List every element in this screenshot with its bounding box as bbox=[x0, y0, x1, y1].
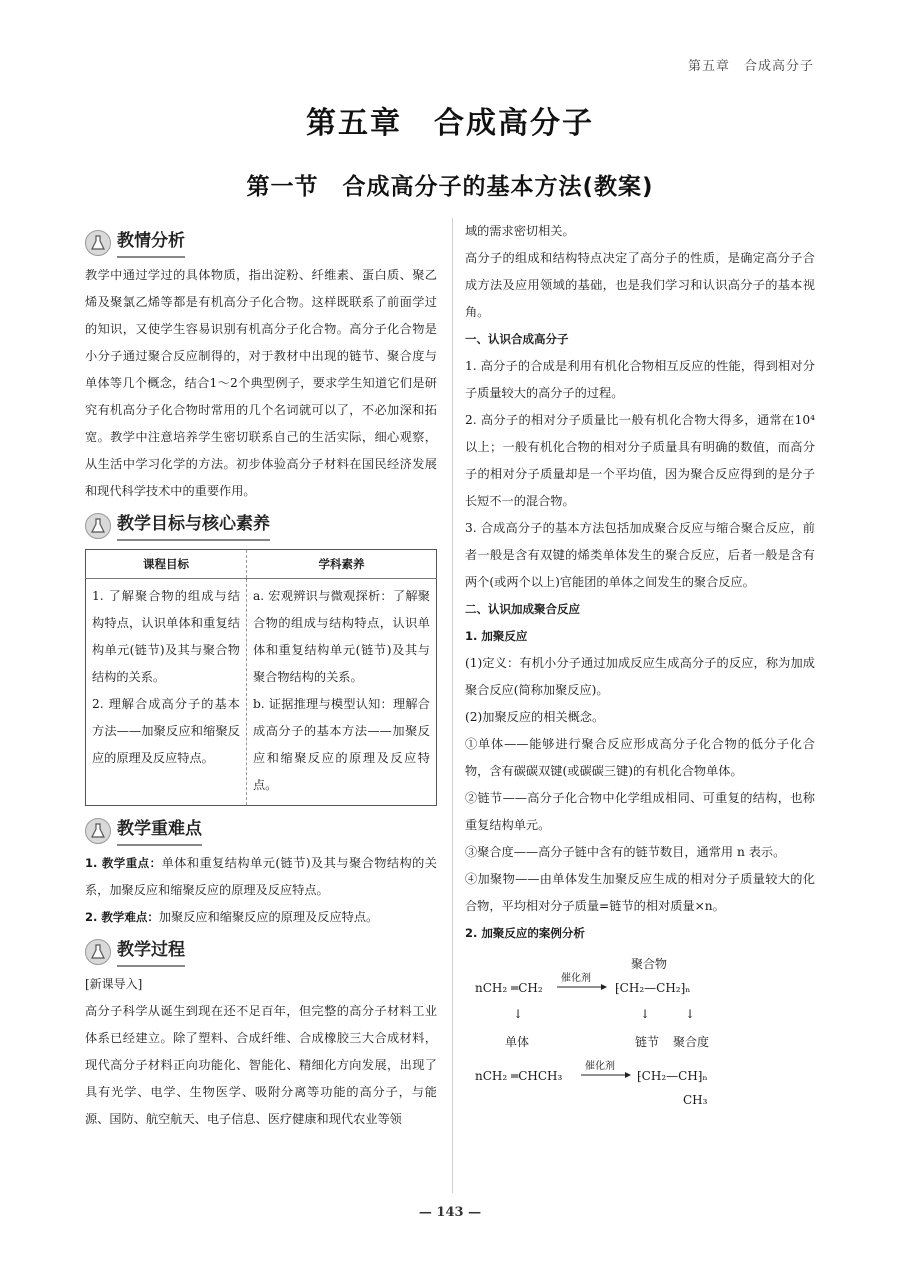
concept-item: ④加聚物——由单体发生加聚反应生成的相对分子质量较大的化合物，平均相对分子质量=链节的相对质量×n。 bbox=[465, 872, 815, 913]
key-point bbox=[85, 850, 437, 904]
section-header-key bbox=[85, 814, 437, 848]
concept-item: ②链节——高分子化合物中化学组成相同、可重复的结构，也称重复结构单元。 bbox=[465, 791, 815, 832]
methyl-group: CH₃ bbox=[683, 1093, 708, 1107]
section-header-goals bbox=[85, 509, 437, 543]
header-label: 教学重难点 bbox=[117, 816, 202, 846]
concept-item: ①单体——能够进行聚合反应形成高分子化合物的低分子化合物，含有碳碳双键(或碳碳三键)的有机化合物单体。 bbox=[465, 737, 815, 778]
table-header: 学科素养 bbox=[247, 550, 437, 579]
flask-icon bbox=[85, 230, 111, 256]
catalyst-label: 催化剂 bbox=[561, 973, 591, 984]
intro-tag: [新课导入] bbox=[85, 977, 143, 991]
table-cell: 1. 了解聚合物的组成与结构特点，认识单体和重复结构单元(链节)及其与聚合物结构的关系。 bbox=[92, 589, 240, 684]
section-title: 第一节 合成高分子的基本方法(教案) bbox=[246, 174, 654, 200]
reaction-arrow-icon bbox=[581, 1071, 631, 1079]
difficult-label: 2. 教学难点： bbox=[85, 910, 159, 924]
reaction2-reactant: nCH₂ ═CHCH₃ bbox=[475, 1069, 563, 1083]
difficult-point bbox=[85, 904, 437, 931]
reaction1-reactant: nCH₂ ═CH₂ bbox=[475, 981, 543, 995]
flask-icon bbox=[85, 939, 111, 965]
subsection-title: 1. 加聚反应 bbox=[465, 629, 528, 643]
header-label: 教情分析 bbox=[117, 228, 185, 258]
degree-label: 聚合度 bbox=[673, 1035, 710, 1049]
section-header-analysis bbox=[85, 226, 437, 260]
down-arrow-icon: ↓ bbox=[513, 1007, 524, 1021]
subsection-title: 二、认识加成聚合反应 bbox=[465, 602, 580, 616]
analysis-paragraph: 教学中通过学过的具体物质，指出淀粉、纤维素、蛋白质、聚乙烯及聚氯乙烯等都是有机高分子化合物。这样既联系了前面学过的知识，又使学生容易识别有机高分子化合物。高分子化合物是小分子通过聚合反应制得的，对于教材中出现的链节、聚合度与单体等几个概念，结合1～2个典型例子，要求学生知道它们是研究有机高分子化合物时常用的几个名词就可以了，不必加深和拓宽。教学中注意培养学生密切联系自己的生活实际，细心观察，从生活中学习化学的方法。初步体验高分子材料在国民经济发展和现代科学技术中的重要作用。 bbox=[85, 268, 437, 498]
key-label: 1. 教学重点： bbox=[85, 856, 162, 870]
left-column bbox=[85, 222, 437, 1133]
down-arrow-icon: ↓ bbox=[640, 1007, 651, 1021]
chapter-title: 第五章 合成高分子 bbox=[306, 106, 594, 141]
table-header: 课程目标 bbox=[86, 550, 247, 579]
table-cell: 2. 理解合成高分子的基本方法——加聚反应和缩聚反应的原理及反应特点。 bbox=[92, 697, 240, 765]
list-item: 1. 高分子的合成是利用有机化合物相互反应的性能，得到相对分子质量较大的高分子的过程。 bbox=[465, 359, 815, 400]
reaction-arrow-icon bbox=[557, 983, 607, 991]
catalyst-label: 催化剂 bbox=[585, 1061, 615, 1072]
flask-icon bbox=[85, 513, 111, 539]
right-column bbox=[465, 218, 815, 1107]
key-text: 单体和重复结构单元(链节)及其与聚合物结构的关系，加聚反应和缩聚反应的原理及反应特点。 bbox=[85, 856, 437, 897]
down-arrow-icon: ↓ bbox=[685, 1007, 696, 1021]
reaction2-product: ⁅CH₂—CH⁆ₙ bbox=[637, 1069, 708, 1083]
concepts-intro: (2)加聚反应的相关概念。 bbox=[465, 710, 605, 724]
concept-item: ③聚合度——高分子链中含有的链节数目，通常用 n 表示。 bbox=[465, 845, 786, 859]
running-head: 第五章 合成高分子 bbox=[687, 58, 814, 73]
column-divider bbox=[452, 218, 453, 1193]
header-label: 教学过程 bbox=[117, 937, 185, 967]
goals-table bbox=[85, 549, 437, 806]
subsection-title: 一、认识合成高分子 bbox=[465, 332, 569, 346]
difficult-text: 加聚反应和缩聚反应的原理及反应特点。 bbox=[158, 910, 379, 924]
reaction-diagram bbox=[465, 951, 815, 1107]
flask-icon bbox=[85, 818, 111, 844]
monomer-label: 单体 bbox=[505, 1035, 530, 1049]
reaction1-product: ⁅CH₂—CH₂⁆ₙ bbox=[615, 981, 691, 995]
page-number: — 143 — bbox=[418, 1205, 482, 1220]
chain-unit-label: 链节 bbox=[635, 1035, 660, 1049]
definition: (1)定义：有机小分子通过加成反应生成高分子的反应，称为加成聚合反应(简称加聚反应)。 bbox=[465, 656, 815, 697]
subsection-title: 2. 加聚反应的案例分析 bbox=[465, 926, 585, 940]
polymer-label: 聚合物 bbox=[631, 957, 668, 971]
continued-text: 域的需求密切相关。 bbox=[465, 224, 575, 238]
header-label: 教学目标与核心素养 bbox=[117, 511, 270, 541]
section-header-process bbox=[85, 935, 437, 969]
intro-paragraph: 高分子科学从诞生到现在还不足百年，但完整的高分子材料工业体系已经建立。除了塑料、合成纤维、合成橡胶三大合成材料，现代高分子材料正向功能化、智能化、精细化方向发展，出现了具有光学、电学、生物医学、吸附分离等功能的高分子，与能源、国防、航空航天、电子信息、医疗健康和现代农业等领 bbox=[85, 1004, 437, 1126]
table-cell: b. 证据推理与模型认知：理解合成高分子的基本方法——加聚反应和缩聚反应的原理及反应特点。 bbox=[253, 697, 430, 792]
paragraph: 高分子的组成和结构特点决定了高分子的性质，是确定高分子合成方法及应用领域的基础，也是我们学习和认识高分子的基本视角。 bbox=[465, 251, 815, 319]
list-item: 3. 合成高分子的基本方法包括加成聚合反应与缩合聚合反应，前者一般是含有双键的烯类单体发生的聚合反应，后者一般是含有两个(或两个以上)官能团的单体之间发生的聚合反应。 bbox=[465, 521, 815, 589]
table-cell: a. 宏观辨识与微观探析：了解聚合物的组成与结构特点，认识单体和重复结构单元(链节)及其与聚合物结构的关系。 bbox=[253, 589, 430, 684]
list-item: 2. 高分子的相对分子质量比一般有机化合物大得多，通常在10⁴ 以上；一般有机化合物的相对分子质量具有明确的数值，而高分子的相对分子质量却是一个平均值，因为聚合反应得到的是分子长短不一的混合物。 bbox=[465, 413, 815, 508]
